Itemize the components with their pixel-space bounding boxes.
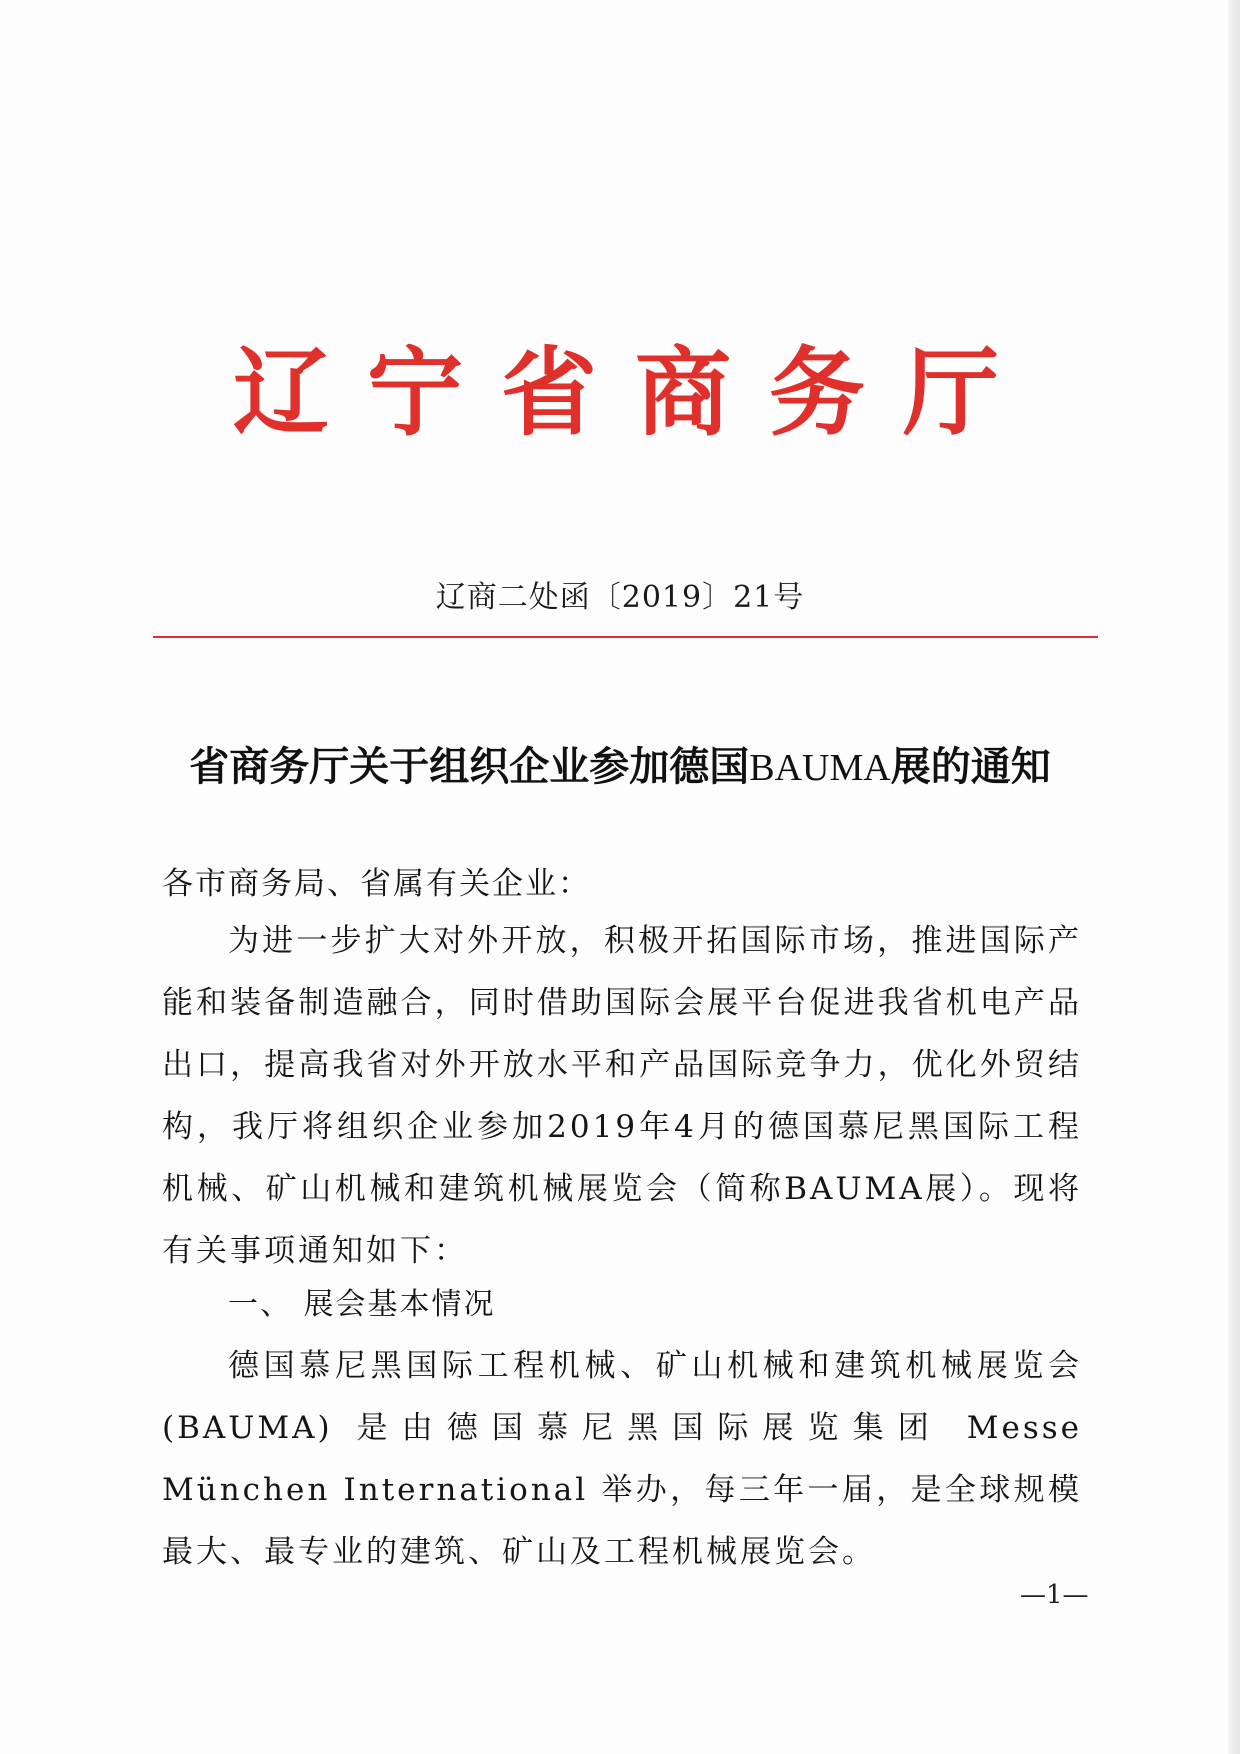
paragraph-intro: 为进一步扩大对外开放，积极开拓国际市场，推进国际产能和装备制造融合，同时借助国际会展平台促进我省机电产品出口，提高我省对外开放水平和产品国际竞争力，优化外贸结构，我厅将组织企业参加2019年4月的德国慕尼黑国际工程机械、矿山机械和建筑机械展览会（简称BAUMA展）。现将有关事项通知如下： bbox=[162, 923, 1082, 1269]
salutation: 各市商务局、省属有关企业： bbox=[162, 866, 591, 902]
organization-header: 辽宁省商务厅 bbox=[233, 336, 1037, 449]
section-heading-1: 一、 展会基本情况 bbox=[228, 1287, 496, 1322]
red-separator-line bbox=[153, 636, 1098, 638]
document-title bbox=[0, 735, 1240, 792]
title-prefix: 省商务厅关于组织企业参加德国 bbox=[189, 743, 750, 790]
page-number: —1— bbox=[1020, 1580, 1089, 1610]
scan-edge-shadow bbox=[1228, 0, 1240, 1754]
title-suffix: 展的通知 bbox=[890, 743, 1051, 790]
title-latin: BAUMA bbox=[749, 747, 891, 789]
paragraph-exhibition-info: 德国慕尼黑国际工程机械、矿山机械和建筑机械展览会(BAUMA) 是由德国慕尼黑国际展览集团 Messe München International 举办，每三年一届，是全球规模最大、最专业的建筑、矿山及工程机械展览会。 bbox=[162, 1348, 1082, 1570]
document-number: 辽商二处函〔2019〕21号 bbox=[435, 580, 805, 615]
